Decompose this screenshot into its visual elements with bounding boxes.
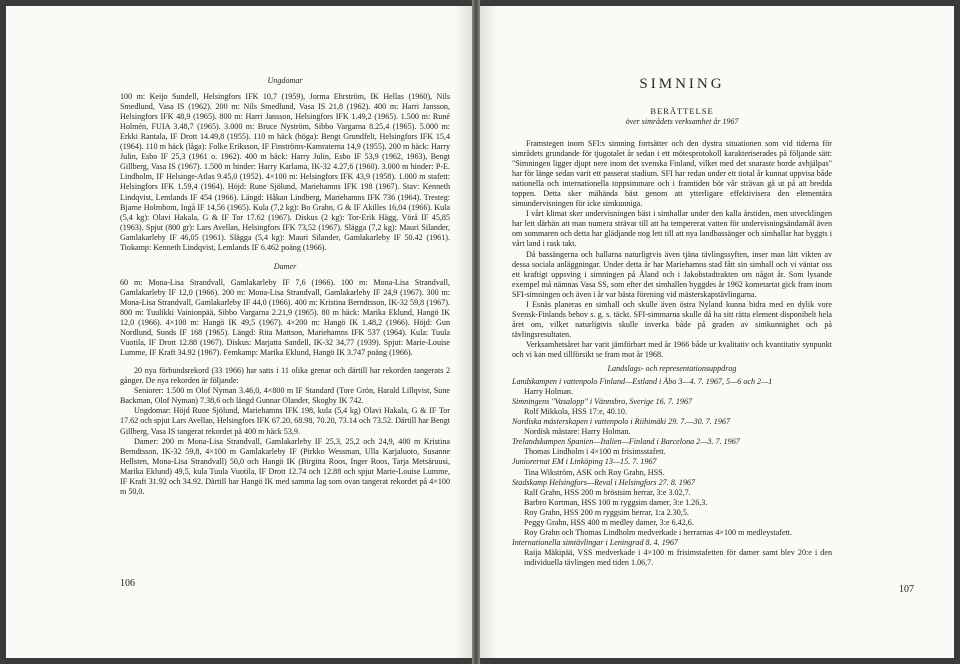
entry-result: Raija Mäkipää, VSS medverkade i 4×100 m frisimstafetten för damer samt blev 20:e i den individuella tävlingen med tiden 1.06,7. xyxy=(524,547,832,567)
chapter-title: SIMNING xyxy=(639,76,725,92)
paragraph-summary-seniorer: Seniorer: 1.500 m Olof Nyman 3.46,0, 4×800 m IF Standard (Tore Grön, Harald Lillqvist, Sune Backman, Olof Nyman) 7.38,6 och längd Gunnar Olander, Skogby IK 742. xyxy=(120,386,450,406)
right-page xyxy=(480,6,954,658)
entry-result: Peggy Grahn, HSS 400 m medley damer, 3:e 6.42,6. xyxy=(524,517,694,527)
entry-result: Tina Wikström, ASK och Roy Grahn, HSS. xyxy=(524,467,665,477)
heading-landslag: Landslags- och representationsuppdrag xyxy=(607,364,737,374)
entry-event: Juniorernat EM i Linköping 13—15. 7. 1967 xyxy=(512,457,657,467)
chapter-subtitle: BERÄTTELSE xyxy=(650,106,714,116)
entry-event: Internationella simtävlingar i Leningrad 8. 4. 1967 xyxy=(512,537,678,547)
paragraph-1: Framstegen inom SFI:s simning fortsätter och den dystra situationen som vid tiderna för simrådets grundande för tjugotalet år sedan i ett mötesprotokoll karakteriserades på följande sätt: "Simningen ligger djupt nere inom det svenska Finland, vilket med det snaraste borde avhjälpas" har för länge sedan varit ett passerat stadium. SFI har redan under ett tiotal år kunnat uppvisa både nationella och internationella toppsimmare och i framtiden bör vår strävan gå ut på att bredda toppen. Detta sker mähända bäst genom att ytterligare effektivisera den elementära simundervisningen för icke simkunniga. xyxy=(512,139,832,209)
chapter-subsubtitle: över simrådets verksamhet år 1967 xyxy=(625,117,739,126)
entry-result: Rolf Mikkola, HSS 17:e, 40.10. xyxy=(524,407,627,417)
left-page xyxy=(6,6,472,658)
paragraph-3: Då bassängerna och hallarna naturligtvis även tjäna tävlingssyften, inser man lätt vikten av dessa sociala anläggningar. Under detta år har Mariehamns stad fått sin simhall och vi väntar oss ett kraftigt uppsving i simningen på Åland och i Jakobstadtrakten om något år. Som lysande exempel må nämnas Vasa SS, som efter det simhallen byggdes år 1962 kometartat gick fram inom SFI-simningen och även i år var bästa förening vid mästerskapstävlingarna. xyxy=(512,249,832,299)
paragraph-summary-intro: 20 nya förbundsrekord (33 1966) har satts i 11 olika grenar och därtill har rekorden tangerats 2 gånger. De nya rekorden är följande: xyxy=(120,366,450,386)
right-text-column xyxy=(512,139,832,568)
entries-list xyxy=(512,377,832,568)
entry-result: Roy Grahn, HSS 200 m ryggsim herrar, 1:a 2.30,5. xyxy=(524,507,689,517)
entry-event: Nordiska mästerskapen i vattenpolo i Riihimäki 29. 7.—30. 7. 1967 xyxy=(512,417,730,427)
entry-event: Simningens "Vasalopp" i Vännsbro, Sverige 16. 7. 1967 xyxy=(512,397,693,407)
entry-event: Trelandskampen Spanien—Italien—Finland i Barcelona 2—3. 7. 1967 xyxy=(512,437,740,447)
paragraph-damer-records: 60 m: Mona-Lisa Strandvall, Gamlakarleby IF 7,6 (1966). 100 m: Mona-Lisa Strandvall, Gamlakarleby IF 12,0 (1966). 200 m: Mona-Lisa Strandvall, Gamlakarleby IF 24,9 (1967). 300 m: Mona-Lisa Strandvall, Gamlakarleby IF 44,0 (1966). 400 m: Kristina Berndtsson, IK-32 59,8 (1967). 800 m: Tuulikki Vainionpää, Sibbo Vargarna 2.21,9 (1965). 80 m häck: Marika Eklund, Hangö IK 12,0 (1966). 4×100 m: Hangö IK 49,5 (1967). 4×200 m: Hangö IK 1.48,2 (1966). Höjd: Gun Nordlund, Sunds IF 168 (1965). Längd: Rita Mattson, Mariehamns IFK 537 (1964). Kula: Tuula Vuotila, IF Drott 12.88 (1967). Diskus: Marjatta Sandell, IK-32 34,77 (1939). Spjut: Marie-Louise Lumme, IF Kraft 34.92 (1967). Femkamp: Marika Eklund, Hangö IK 3.747 poäng (1966). xyxy=(120,277,450,358)
paragraph-5: Verksamhetsåret har varit jämförbart med år 1966 både ur kvalitativ och kvantitativ synpunkt och vi kan med tillförsikt se fram mot år 1968. xyxy=(512,339,832,359)
paragraph-summary-damer: Damer: 200 m Mona-Lisa Strandvall, Gamlakarleby IF 25,3, 25,2 och 24,9, 400 m Kristina Berndtsson, IK-32 59,8, 4×100 m Gamlakarleby IF (Pirkko Wessman, Ulla Karjaluoto, Susanne Hellsten, Mona-Lisa Strandvall) 50,0 och Hangö IK (Birgitta Roos, Inger Roos, Tarja Metsäruusi, Marika Eklund) 49,5, kula Tuula Vuotila, IF Drott 12.74 och 12.88 och spjut Marie-Louise Lumme, IF Kraft 31.92 och 34.92. Därtill har Hangö IK med samma lag som ovan tangerat rekordet på 4×100 m 50,0. xyxy=(120,436,450,496)
left-text-column xyxy=(120,76,450,497)
entry-result: Roy Grahn och Thomas Lindholm medverkade i herrarnas 4×100 m medleystafett. xyxy=(524,527,793,537)
entry-result: Ralf Grahn, HSS 200 m bröstsim herrar, 3:e 3.02,7. xyxy=(524,487,691,497)
entry-result: Barbro Kortman, HSS 100 m ryggsim damer, 3:e 1.26,3. xyxy=(524,497,708,507)
paragraph-summary-ungdomar: Ungdomar: Höjd Rune Sjölund, Mariehamns IFK 198, kula (5,4 kg) Olavi Hakala, G & IF Tor 17.62 och spjut Lars Avellan, Helsingfors IFK 67.20, 68.98, 70.20, 73.14 och 73.52. Därtill har Bengt Gillberg, Vasa IS tangerat rekordet på 400 m häck 53,9. xyxy=(120,406,450,436)
entry-event: Stadskamp Helsingfors—Reval i Helsingfors 27. 8. 1967 xyxy=(512,477,696,487)
paragraph-2: I vårt klimat sker undervisningen bäst i simhallar under den kalla årstiden, men utvecklingen har lett därhän att man numera strävar till att ha tempererat vatten för undervisningsändamål även om sommaren och detta har glädjande nog lett till att nya landbassänger och simhallar har byggts i vårt land i rask takt. xyxy=(512,209,832,249)
entry-event: Landskampen i vattenpolo Finland—Estland i Åbo 3—4. 7. 1967, 5—6 och 2—1 xyxy=(512,377,773,387)
entry-result: Harry Holman. xyxy=(524,387,573,397)
heading-damer: Damer xyxy=(273,261,297,271)
page-number-right: 107 xyxy=(899,584,914,595)
paragraph-ungdomar-records: 100 m: Keijo Sundell, Helsingfors IFK 10,7 (1959), Jorma Ehrström, IK Hellas (1960), Nils Smedlund, Vasa IS (1962). 200 m: Nils Smedlund, Vasa IS 21,8 (1962). 400 m: Harri Jansson, Helsingfors IFK 48,9 (1965). 800 m: Harri Jansson, Helsingfors IFK 1.49,2 (1965). 1.500 m: Runé Holmén, FUIA 3.48,7 (1965). 3.000 m: Bruce Nyström, Sibbo Vargarna 8.25,4 (1965). 5.000 m: Erkki Rantala, IF Drott 14.49,8 (1955). 110 m häck (höga): Bengt Grundfelt, Helsingfors IFK 15,4 (1964). 110 m häck (låga): Folke Eriksson, IF Finströms-Kamraterna 14,9 (1955). 200 m häck: Harry Julin, Esbo IF 25,3 (1961 o. 1962). 400 m häck: Harry Julin, Esbo IF 53,9 (1962, 1963), Bengt Gillberg, Vasa IS (1967). 1.500 m hinder: Harry Karlama, IK-32 4.27,6 (1960). 3.000 m hinder: P-E. Lindholm, IF Helsinge-Atlas 9.45,0 (1952). 4×100 m: Helsingfors IFK 43,9 (1958). 1.000 m stafett: Helsingfors IFK 1.59,4 (1964). Höjd: Rune Sjölund, Mariehamns IFK 198 (1967). Stav: Kenneth Lindqvist, Lemlands IF 454 (1966). Längd: Håkan Lindberg, Mariehamns IFK 736 (1964). Tresteg: Bjarne Holmbom, Ingå IF 14,56 (1965). Kula (7,2 kg): Bo Grahn, G & IF Akilles 16,04 (1966). Kula (5,4 kg): Olavi Hakala, G & IF Tor 17.62 (1967). Diskus (2 kg): Tor-Erik Hägg, Vörå IF 45,85 (1963). Spjut (800 gr): Lars Avellan, Helsingfors IFK 73,52 (1967). Slägga (7,2 kg): Mauri Silander, Gamlakarleby IF 46,05 (1961). Slägga (5,4 kg): Mauri Silander, Gamlakarleby IF 50.42 (1961). Tiokamp: Kenneth Lindqvist, Lemlands IF 6.462 poäng (1966). xyxy=(120,92,450,252)
entry-result: Thomas Lindholm i 4×100 m frisimsstafett. xyxy=(524,447,666,457)
book-gutter xyxy=(472,0,480,664)
page-number-left: 106 xyxy=(120,578,135,589)
heading-ungdomar: Ungdomar xyxy=(267,76,303,85)
paragraph-4: I Esnäs planeras en simhall och skulle även östra Nyland kunna bidra med en dylik vore Svensk-Finlands behov s. g. s. täckt. SFI-simmarna skulle då ha sitt rätta element disponibelt hela året om, vilket naturligtvis skulle inverka både på graden av simkunnighet och på tävlingsresultaten. xyxy=(512,299,832,339)
entry-result: Nordisk mästare: Harry Holman. xyxy=(524,427,631,437)
